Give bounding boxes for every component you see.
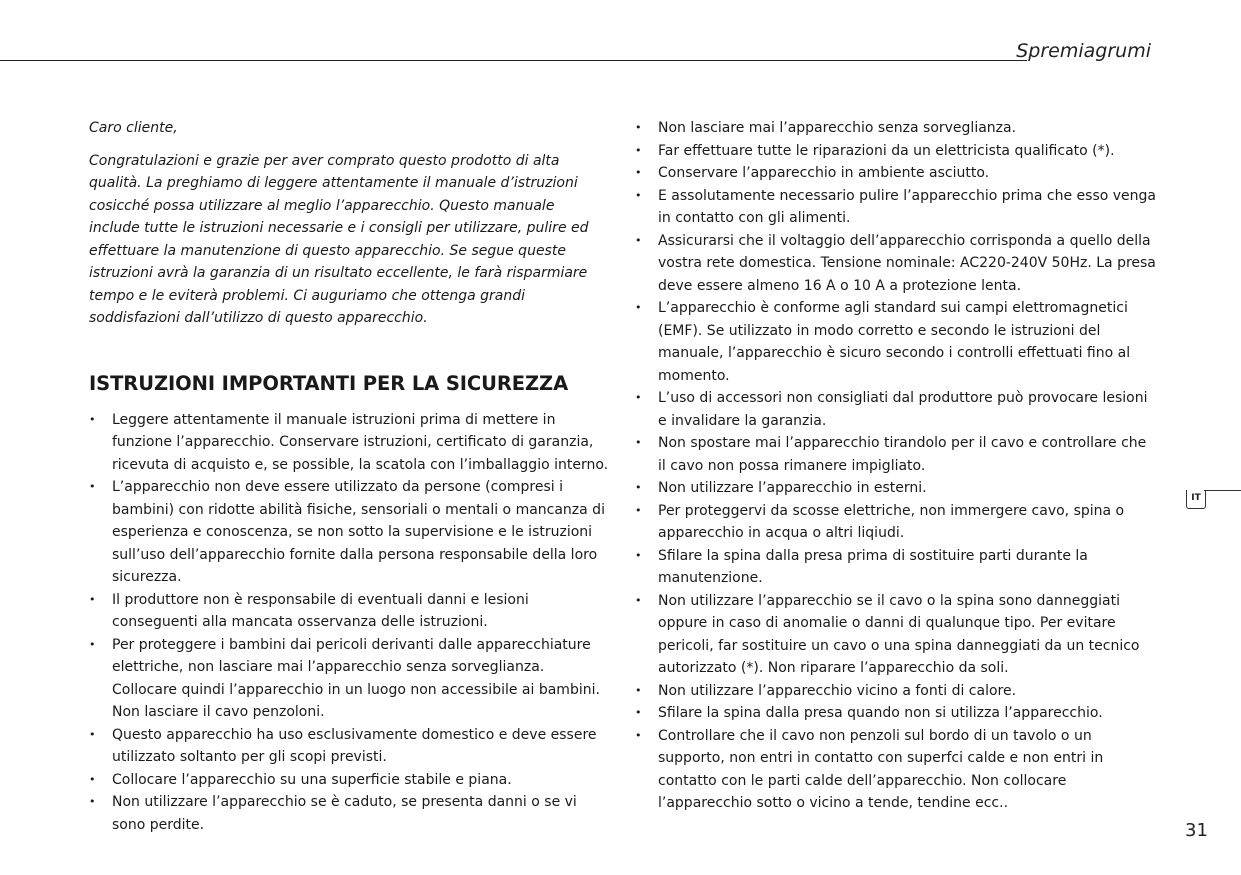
list-item: • Sfilare la spina dalla presa prima di sostituire parti durante la manutenzione. bbox=[635, 545, 1157, 590]
list-item: • Non utilizzare l’apparecchio in esterni. bbox=[635, 477, 1157, 500]
language-tab-rule bbox=[1204, 490, 1241, 491]
list-item: • Collocare l’apparecchio su una superficie stabile e piana. bbox=[89, 769, 609, 792]
list-item: • E assolutamente necessario pulire l’apparecchio prima che esso venga in contatto con gli alimenti. bbox=[635, 185, 1157, 230]
list-item: • Per proteggervi da scosse elettriche, non immergere cavo, spina o apparecchio in acqua o altri liqiudi. bbox=[635, 500, 1157, 545]
list-item: • L’uso di accessori non consigliati dal produttore può provocare lesioni e invalidare la garanzia. bbox=[635, 387, 1157, 432]
list-item: • Non utilizzare l’apparecchio vicino a fonti di calore. bbox=[635, 680, 1157, 703]
safety-heading: ISTRUZIONI IMPORTANTI PER LA SICUREZZA bbox=[89, 371, 569, 395]
list-item: • Assicurarsi che il voltaggio dell’apparecchio corrisponda a quello della vostra rete domestica. Tensione nominale: AC220-240V 50Hz. La presa deve essere almeno 16 A o 10 A a protezione lenta. bbox=[635, 230, 1157, 298]
salutation: Caro cliente, bbox=[89, 120, 178, 136]
list-item: • L’apparecchio è conforme agli standard sui campi elettromagnetici (EMF). Se utilizzato in modo corretto e secondo le istruzioni del manuale, l’apparecchio è sicuro secondo i controlli effettuati fino al momento. bbox=[635, 297, 1157, 387]
safety-list-left bbox=[89, 409, 609, 837]
list-item: • Conservare l’apparecchio in ambiente asciutto. bbox=[635, 162, 1157, 185]
list-item: • L’apparecchio non deve essere utilizzato da persone (compresi i bambini) con ridotte abilità fisiche, sensoriali o mentali o mancanza di esperienza e conoscenza, se non sotto la supervisione e le istruzioni sull’uso dell’apparecchio fornite dalla persona responsabile della loro sicurezza. bbox=[89, 476, 609, 589]
list-item: • Controllare che il cavo non penzoli sul bordo di un tavolo o un supporto, non entri in contatto con superfci calde e non entri in contatto con le parti calde dell’apparecchio. Non collocare l’apparecchio sotto o vicino a tende, tendine ecc.. bbox=[635, 725, 1157, 815]
safety-list-right bbox=[635, 117, 1157, 815]
language-tab: IT bbox=[1186, 490, 1206, 509]
list-item: • Leggere attentamente il manuale istruzioni prima di mettere in funzione l’apparecchio. Conservare istruzioni, certificato di garanzia, ricevuta di acquisto e, se possible, la scatola con l’imballaggio interno. bbox=[89, 409, 609, 477]
right-column bbox=[635, 117, 1157, 815]
list-item: • Per proteggere i bambini dai pericoli derivanti dalle apparecchiature elettriche, non lasciare mai l’apparecchio senza sorveglianza. Collocare quindi l’apparecchio in un luogo non accessibile ai bambini. Non lasciare il cavo penzoloni. bbox=[89, 634, 609, 724]
intro-paragraph: Congratulazioni e grazie per aver comprato questo prodotto di alta qualità. La preghiamo di leggere attentamente il manuale d’istruzioni cosicché possa utilizzare al meglio l’apparecchio. Questo manuale include tutte le istruzioni necessarie e i consigli per utilizzare, pulire ed effettuare la manutenzione di questo apparecchio. Se segue queste istruzioni avrà la garanzia di un risultato eccellente, le farà risparmiare tempo e le eviterà problemi. Ci auguriamo che ottenga grandi soddisfazioni dall’utilizzo di questo apparecchio. bbox=[89, 152, 589, 326]
list-item: • Il produttore non è responsabile di eventuali danni e lesioni conseguenti alla mancata osservanza delle istruzioni. bbox=[89, 589, 609, 634]
list-item: • Sfilare la spina dalla presa quando non si utilizza l’apparecchio. bbox=[635, 702, 1157, 725]
header-title: Spremiagrumi bbox=[1016, 40, 1151, 62]
list-item: • Questo apparecchio ha uso esclusivamente domestico e deve essere utilizzato soltanto per gli scopi previsti. bbox=[89, 724, 609, 769]
list-item: • Non utilizzare l’apparecchio se il cavo o la spina sono danneggiati oppure in caso di anomalie o danni di qualunque tipo. Per evitare pericoli, far sostituire un cavo o una spina danneggiati da un tecnico autorizzato (*). Non riparare l’apparecchio da soli. bbox=[635, 590, 1157, 680]
list-item: • Non lasciare mai l’apparecchio senza sorveglianza. bbox=[635, 117, 1157, 140]
list-item: • Non spostare mai l’apparecchio tirandolo per il cavo e controllare che il cavo non possa rimanere impigliato. bbox=[635, 432, 1157, 477]
left-column bbox=[89, 117, 609, 836]
page-number: 31 bbox=[1185, 820, 1208, 841]
list-item: • Far effettuare tutte le riparazioni da un elettricista qualificato (*). bbox=[635, 140, 1157, 163]
header-rule bbox=[0, 60, 1027, 61]
list-item: • Non utilizzare l’apparecchio se è caduto, se presenta danni o se vi sono perdite. bbox=[89, 791, 609, 836]
